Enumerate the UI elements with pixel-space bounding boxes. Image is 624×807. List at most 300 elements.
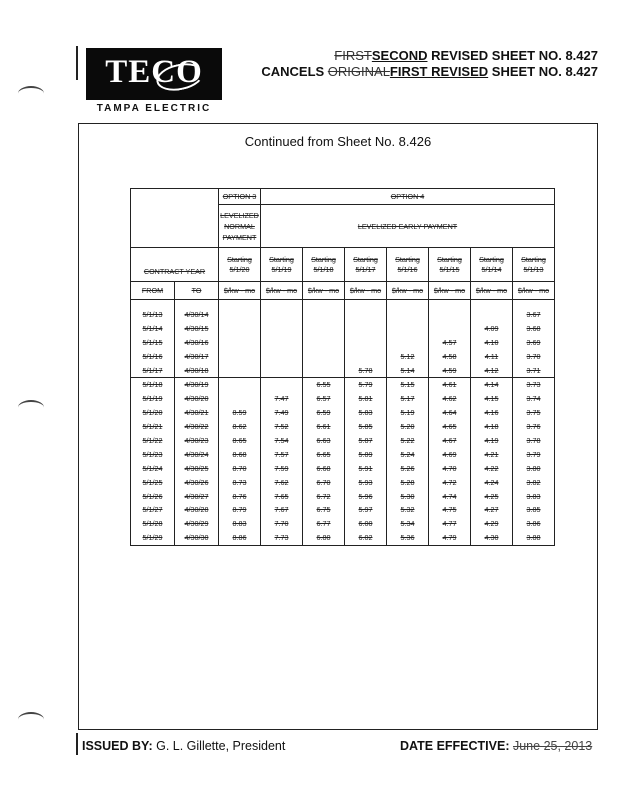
rate-cell [219, 349, 261, 363]
from-cell-text: 5/1/28 [142, 519, 163, 529]
rate-cell [345, 531, 387, 545]
rate-value: 5.81 [358, 394, 373, 404]
rate-value: 4.64 [442, 408, 457, 418]
rate-value: 4.58 [442, 351, 457, 361]
rate-cell [303, 377, 345, 391]
rate-cell [513, 447, 555, 461]
rate-value: 5.91 [358, 463, 373, 473]
rates-table [130, 188, 555, 546]
starting-label: Starting [353, 254, 378, 264]
table-row [131, 392, 555, 406]
sheet-number-line [334, 48, 598, 63]
rate-value: 4.59 [442, 365, 457, 375]
rate-cell [219, 461, 261, 475]
rate-value: 3.69 [526, 337, 541, 347]
to-header: TO [175, 282, 219, 300]
cancels-rest: SHEET NO. 8.427 [488, 64, 598, 79]
rate-value: 4.21 [484, 449, 499, 459]
rate-cell [429, 475, 471, 489]
from-cell [131, 503, 175, 517]
from-cell-text: 5/1/14 [142, 323, 163, 333]
table-row [131, 489, 555, 503]
rate-value: 5.87 [358, 435, 373, 445]
issued-name: G. L. Gillette, President [156, 739, 286, 753]
rate-cell [261, 363, 303, 377]
rate-cell [303, 447, 345, 461]
from-cell [131, 406, 175, 420]
rate-cell [429, 517, 471, 531]
rate-value: 6.72 [316, 491, 331, 501]
rate-value: 4.12 [484, 365, 499, 375]
rate-cell [387, 461, 429, 475]
rate-cell [345, 363, 387, 377]
rate-cell [387, 531, 429, 545]
rate-cell [219, 335, 261, 349]
rate-value: 6.68 [316, 463, 331, 473]
to-cell [175, 363, 219, 377]
rate-cell [303, 406, 345, 420]
rate-cell [219, 434, 261, 448]
rate-cell [387, 363, 429, 377]
rate-value: 5.28 [400, 477, 415, 487]
from-cell [131, 461, 175, 475]
rate-cell [471, 531, 513, 545]
rate-value: 4.09 [484, 323, 499, 333]
start-date: 5/1/16 [397, 264, 418, 274]
rate-value: 4.14 [484, 380, 499, 390]
unit-header: $/kw - mo [345, 282, 387, 300]
rate-value: 6.02 [358, 533, 373, 543]
rate-cell [219, 447, 261, 461]
start-col-8 [513, 248, 555, 282]
to-cell [175, 321, 219, 335]
rate-value: 5.22 [400, 435, 415, 445]
table-row [131, 434, 555, 448]
rate-value: 7.57 [274, 449, 289, 459]
from-cell [131, 335, 175, 349]
from-cell-text: 5/1/22 [142, 435, 163, 445]
rate-cell [471, 475, 513, 489]
rate-value: 5.36 [400, 533, 415, 543]
rate-cell [387, 447, 429, 461]
table-row [131, 335, 555, 349]
rate-cell [471, 461, 513, 475]
option3-desc-line3: PAYMENT [222, 232, 257, 242]
rate-cell [261, 531, 303, 545]
rate-cell [387, 517, 429, 531]
sheet-inserted-word: SECOND [371, 48, 428, 63]
rate-cell [345, 447, 387, 461]
rate-cell [303, 461, 345, 475]
from-cell [131, 489, 175, 503]
rate-cell [345, 406, 387, 420]
rate-value: 8.59 [232, 408, 247, 418]
rate-cell [471, 517, 513, 531]
rate-value: 5.30 [400, 491, 415, 501]
rate-cell [219, 377, 261, 391]
rate-cell [345, 377, 387, 391]
start-col-5 [387, 248, 429, 282]
from-cell [131, 308, 175, 322]
rate-value: 7.47 [274, 394, 289, 404]
to-cell-text: 4/30/24 [184, 449, 209, 459]
rate-cell [471, 392, 513, 406]
rate-value: 3.71 [526, 365, 541, 375]
rate-cell [303, 531, 345, 545]
rate-cell [429, 420, 471, 434]
rate-value: 8.62 [232, 422, 247, 432]
from-cell-text: 5/1/18 [142, 380, 163, 390]
rate-cell [471, 434, 513, 448]
table-row [131, 406, 555, 420]
starting-label: Starting [521, 254, 546, 264]
to-cell-text: 4/30/23 [184, 435, 209, 445]
from-cell [131, 517, 175, 531]
rate-cell [471, 308, 513, 322]
from-cell [131, 420, 175, 434]
to-cell [175, 377, 219, 391]
rate-cell [513, 489, 555, 503]
rate-value: 7.59 [274, 463, 289, 473]
rate-cell [387, 349, 429, 363]
to-cell [175, 335, 219, 349]
rate-cell [303, 517, 345, 531]
rate-value: 3.80 [526, 463, 541, 473]
logo-subtitle: TAMPA ELECTRIC [96, 103, 212, 114]
table-row [131, 420, 555, 434]
rate-cell [429, 531, 471, 545]
rate-cell [261, 308, 303, 322]
rate-value: 4.65 [442, 422, 457, 432]
rate-cell [429, 447, 471, 461]
rate-cell [345, 349, 387, 363]
table-row [131, 349, 555, 363]
option3-title: OPTION 3 [219, 189, 261, 205]
rate-cell [387, 392, 429, 406]
cancels-line [261, 64, 598, 79]
table-row [131, 503, 555, 517]
rate-value: 8.73 [232, 477, 247, 487]
rate-cell [219, 517, 261, 531]
to-cell [175, 503, 219, 517]
rate-value: 7.65 [274, 491, 289, 501]
from-cell-text: 5/1/16 [142, 351, 163, 361]
rate-value: 4.75 [442, 505, 457, 515]
rate-cell [513, 503, 555, 517]
rate-cell [303, 489, 345, 503]
rate-value: 5.15 [400, 380, 415, 390]
rate-value: 4.62 [442, 394, 457, 404]
rate-cell [387, 503, 429, 517]
from-cell-text: 5/1/29 [142, 533, 163, 543]
rate-cell [429, 308, 471, 322]
rate-value: 5.79 [358, 380, 373, 390]
rate-cell [345, 461, 387, 475]
rate-value: 3.67 [526, 309, 541, 319]
date-effective [400, 739, 592, 753]
rate-value: 8.79 [232, 505, 247, 515]
rate-cell [345, 321, 387, 335]
to-cell-text: 4/30/15 [184, 323, 209, 333]
starting-label: Starting [437, 254, 462, 264]
rate-cell [261, 447, 303, 461]
starting-label: Starting [269, 254, 294, 264]
table-row [131, 475, 555, 489]
rate-cell [429, 406, 471, 420]
starting-label: Starting [311, 254, 336, 264]
effective-label: DATE EFFECTIVE: [400, 739, 510, 753]
rate-cell [513, 461, 555, 475]
option3-desc-line1: LEVELIZED [220, 210, 259, 220]
effective-date: June 25, 2013 [512, 739, 593, 753]
starting-label: Starting [479, 254, 504, 264]
from-cell-text: 5/1/15 [142, 337, 163, 347]
rate-value: 6.80 [316, 533, 331, 543]
table-row [131, 363, 555, 377]
contract-year-header [131, 248, 219, 282]
to-cell-text: 4/30/26 [184, 477, 209, 487]
to-cell-text: 4/30/22 [184, 422, 209, 432]
to-cell [175, 349, 219, 363]
continued-note: Continued from Sheet No. 8.426 [244, 134, 432, 149]
from-cell-text: 5/1/13 [142, 309, 163, 319]
rate-value: 3.86 [526, 519, 541, 529]
rate-cell [261, 406, 303, 420]
rate-value: 4.72 [442, 477, 457, 487]
rate-cell [345, 434, 387, 448]
to-cell [175, 461, 219, 475]
issued-by [82, 739, 285, 753]
cancels-prefix: CANCELS [261, 64, 328, 79]
from-cell-text: 5/1/17 [142, 365, 163, 375]
rate-value: 5.96 [358, 491, 373, 501]
punch-hole-bottom [18, 712, 44, 727]
rate-value: 4.18 [484, 422, 499, 432]
rate-cell [261, 377, 303, 391]
to-cell-text: 4/30/29 [184, 519, 209, 529]
logo-wordmark: TECO [105, 54, 203, 90]
rate-cell [513, 349, 555, 363]
rate-value: 4.61 [442, 380, 457, 390]
rate-cell [261, 503, 303, 517]
rate-value: 3.79 [526, 449, 541, 459]
rate-cell [345, 489, 387, 503]
rate-value: 8.76 [232, 491, 247, 501]
rate-cell [471, 503, 513, 517]
from-cell-text: 5/1/25 [142, 477, 163, 487]
rate-value: 6.75 [316, 505, 331, 515]
rate-cell [303, 434, 345, 448]
rate-value: 8.83 [232, 519, 247, 529]
rate-cell [303, 321, 345, 335]
starting-label: Starting [227, 254, 252, 264]
rate-cell [219, 308, 261, 322]
rate-value: 7.54 [274, 435, 289, 445]
rate-cell [513, 406, 555, 420]
rate-cell [387, 377, 429, 391]
rate-cell [345, 517, 387, 531]
rate-cell [261, 335, 303, 349]
rate-value: 5.14 [400, 365, 415, 375]
rate-value: 3.82 [526, 477, 541, 487]
rate-value: 4.24 [484, 477, 499, 487]
rate-value: 5.34 [400, 519, 415, 529]
rate-cell [387, 308, 429, 322]
start-col-2 [261, 248, 303, 282]
to-cell [175, 308, 219, 322]
rate-value: 3.74 [526, 394, 541, 404]
rate-cell [387, 475, 429, 489]
rate-cell [429, 434, 471, 448]
to-cell-text: 4/30/21 [184, 408, 209, 418]
rate-cell [345, 335, 387, 349]
option3-desc-line2: NORMAL [224, 221, 255, 231]
rate-cell [219, 321, 261, 335]
rate-cell [219, 420, 261, 434]
start-date: 5/1/17 [355, 264, 376, 274]
option4-desc: LEVELIZED EARLY PAYMENT [261, 205, 555, 248]
rate-cell [261, 517, 303, 531]
cancels-inserted-word: FIRST REVISED [389, 64, 489, 79]
sheet-rest: REVISED SHEET NO. 8.427 [427, 48, 598, 63]
rate-value: 5.97 [358, 505, 373, 515]
rate-value: 6.70 [316, 477, 331, 487]
rate-cell [513, 420, 555, 434]
to-cell [175, 475, 219, 489]
rate-cell [471, 447, 513, 461]
cancels-struck-word: ORIGINAL [327, 64, 390, 79]
start-date: 5/1/14 [481, 264, 502, 274]
rate-cell [387, 335, 429, 349]
rate-cell [471, 406, 513, 420]
rate-cell [471, 363, 513, 377]
from-cell [131, 531, 175, 545]
to-cell [175, 406, 219, 420]
rate-value: 5.93 [358, 477, 373, 487]
rate-cell [303, 503, 345, 517]
rate-value: 8.65 [232, 435, 247, 445]
rate-cell [345, 392, 387, 406]
from-cell [131, 377, 175, 391]
start-date: 5/1/15 [439, 264, 460, 274]
rate-cell [429, 349, 471, 363]
rate-value: 4.25 [484, 491, 499, 501]
rate-value: 4.69 [442, 449, 457, 459]
rate-value: 5.78 [358, 365, 373, 375]
rate-value: 3.73 [526, 380, 541, 390]
rate-cell [261, 420, 303, 434]
teco-logo [86, 48, 222, 100]
punch-hole-top [18, 86, 44, 101]
rate-value: 4.22 [484, 463, 499, 473]
rate-value: 3.78 [526, 435, 541, 445]
rate-cell [345, 475, 387, 489]
to-cell [175, 517, 219, 531]
rate-value: 3.85 [526, 505, 541, 515]
starting-label: Starting [395, 254, 420, 264]
unit-header: $/kw - mo [303, 282, 345, 300]
rate-cell [471, 349, 513, 363]
unit-header: $/kw - mo [471, 282, 513, 300]
rate-cell [261, 392, 303, 406]
rate-value: 7.62 [274, 477, 289, 487]
rate-value: 5.89 [358, 449, 373, 459]
rate-cell [429, 489, 471, 503]
unit-header: $/kw - mo [429, 282, 471, 300]
rate-cell [513, 335, 555, 349]
rate-value: 3.88 [526, 533, 541, 543]
to-cell [175, 392, 219, 406]
rate-cell [345, 420, 387, 434]
rate-cell [219, 531, 261, 545]
rate-cell [429, 363, 471, 377]
rate-value: 4.29 [484, 519, 499, 529]
start-date: 5/1/18 [313, 264, 334, 274]
rate-cell [387, 406, 429, 420]
rate-cell [219, 489, 261, 503]
from-cell-text: 5/1/24 [142, 463, 163, 473]
rate-value: 8.68 [232, 449, 247, 459]
from-cell [131, 349, 175, 363]
from-cell [131, 475, 175, 489]
rate-cell [429, 461, 471, 475]
rate-cell [387, 321, 429, 335]
from-cell [131, 434, 175, 448]
rate-value: 6.65 [316, 449, 331, 459]
unit-header: $/kw - mo [219, 282, 261, 300]
rate-cell [261, 475, 303, 489]
to-cell-text: 4/30/27 [184, 491, 209, 501]
rate-cell [387, 489, 429, 503]
rate-value: 5.20 [400, 422, 415, 432]
unit-header: $/kw - mo [513, 282, 555, 300]
rate-cell [303, 308, 345, 322]
start-col-1 [219, 248, 261, 282]
from-cell [131, 392, 175, 406]
rate-cell [513, 434, 555, 448]
from-cell-text: 5/1/23 [142, 449, 163, 459]
to-cell-text: 4/30/30 [184, 533, 209, 543]
rate-cell [471, 377, 513, 391]
table-row [131, 461, 555, 475]
rate-value: 3.68 [526, 323, 541, 333]
rate-cell [429, 335, 471, 349]
rate-cell [261, 349, 303, 363]
rate-value: 3.83 [526, 491, 541, 501]
unit-header: $/kw - mo [261, 282, 303, 300]
rate-value: 7.73 [274, 533, 289, 543]
rate-value: 8.70 [232, 463, 247, 473]
rate-cell [303, 349, 345, 363]
rate-cell [513, 377, 555, 391]
rate-cell [513, 321, 555, 335]
rate-value: 6.61 [316, 422, 331, 432]
from-cell [131, 447, 175, 461]
rate-value: 4.30 [484, 533, 499, 543]
from-header: FROM [131, 282, 175, 300]
contract-year-label: CONTRACT YEAR [143, 267, 206, 276]
rate-cell [303, 392, 345, 406]
from-cell-text: 5/1/20 [142, 408, 163, 418]
to-cell-text: 4/30/14 [184, 309, 209, 319]
rate-value: 8.86 [232, 533, 247, 543]
to-cell-text: 4/30/18 [184, 365, 209, 375]
rate-value: 5.24 [400, 449, 415, 459]
rate-cell [303, 335, 345, 349]
rate-value: 4.67 [442, 435, 457, 445]
punch-hole-middle [18, 400, 44, 415]
rate-cell [303, 363, 345, 377]
